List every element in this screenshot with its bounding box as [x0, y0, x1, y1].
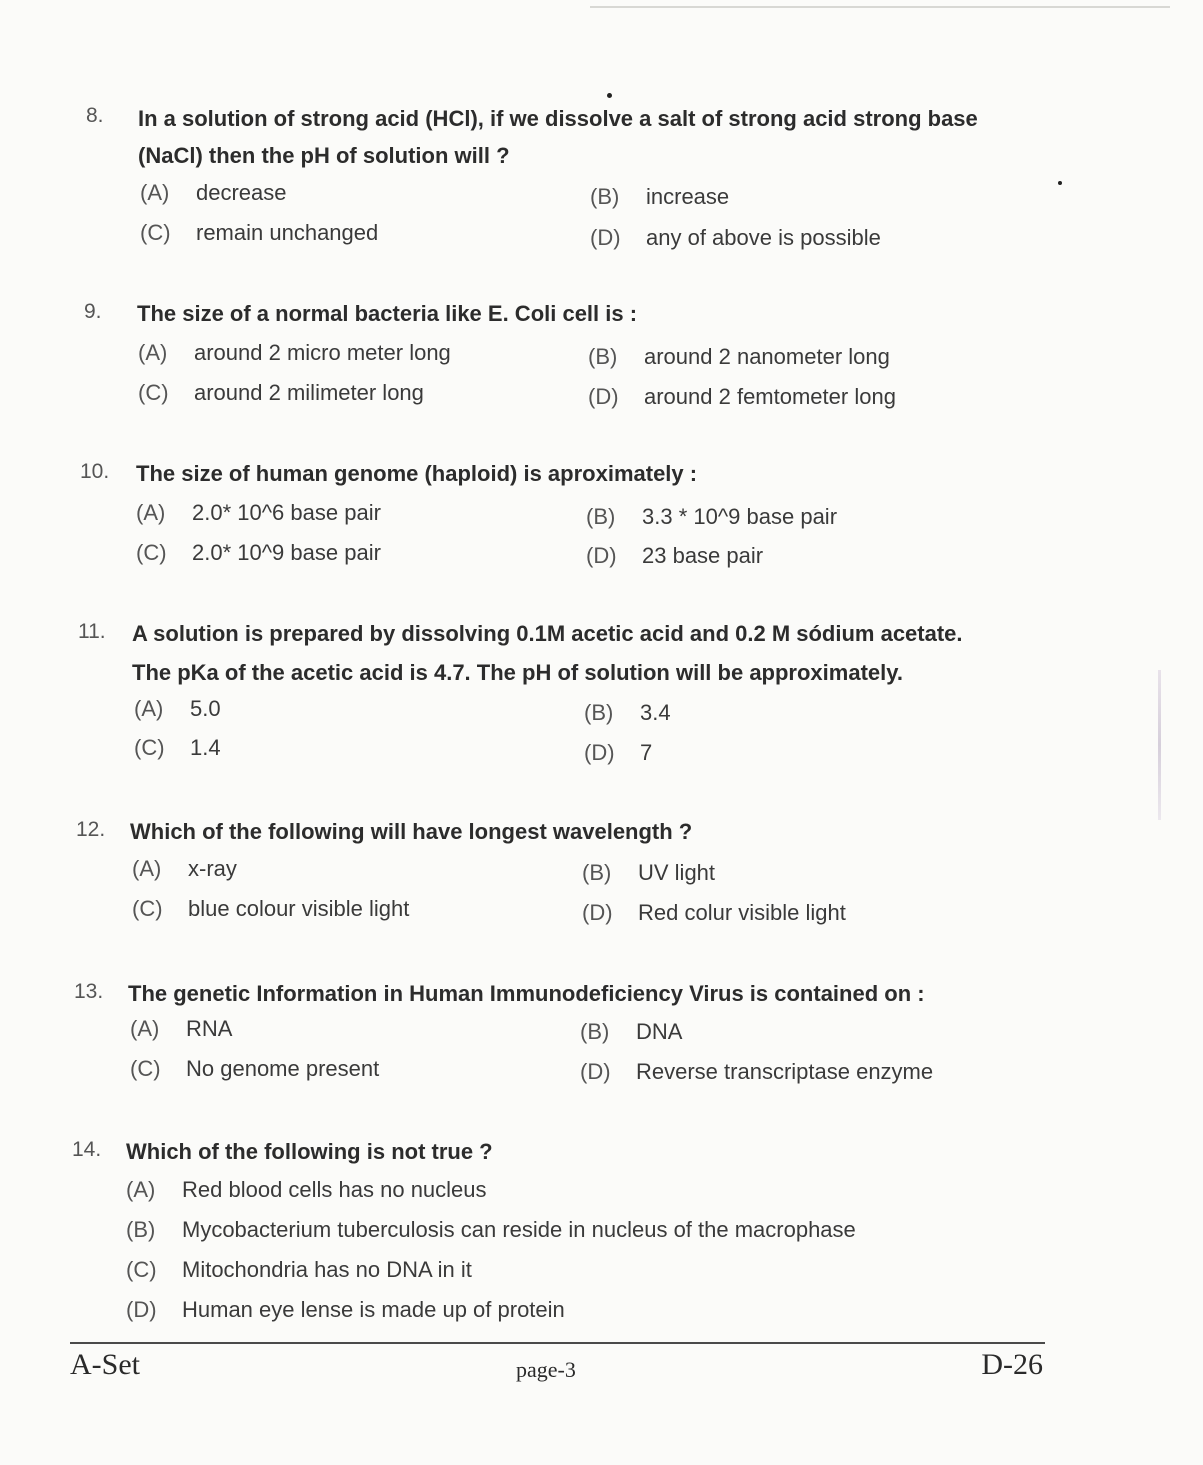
option-letter: (C): [140, 220, 171, 245]
print-speck: [1058, 181, 1062, 185]
option-text: RNA: [186, 1016, 233, 1041]
option-text: 7: [640, 740, 653, 765]
print-speck: [607, 93, 612, 98]
option-d: [586, 543, 763, 569]
question-number: 9.: [84, 300, 102, 323]
option-a: [134, 696, 221, 722]
option-text: No genome present: [186, 1056, 380, 1081]
page-number: page-3: [516, 1357, 576, 1382]
option-text: any of above is possible: [646, 225, 881, 250]
option-d: [580, 1059, 933, 1085]
option-letter: (D): [580, 1059, 611, 1084]
option-letter: (D): [126, 1297, 157, 1322]
set-label: A-Set: [70, 1348, 140, 1381]
option-text: decrease: [196, 180, 287, 205]
option-text: x-ray: [188, 856, 237, 881]
option-text: 5.0: [190, 696, 221, 721]
question-text: The genetic Information in Human Immunodeficiency Virus is contained on :: [128, 981, 925, 1006]
question-number: 12.: [76, 818, 106, 841]
option-letter: (A): [134, 696, 164, 721]
option-letter: (D): [590, 225, 621, 250]
option-c: [136, 540, 381, 566]
option-letter: (C): [134, 735, 165, 760]
option-text: Reverse transcriptase enzyme: [636, 1059, 934, 1084]
option-text: around 2 milimeter long: [194, 380, 424, 405]
option-text: 2.0* 10^9 base pair: [192, 540, 381, 565]
option-text: around 2 nanometer long: [644, 344, 890, 369]
option-letter: (B): [586, 504, 616, 529]
option-text: 3.3 * 10^9 base pair: [642, 504, 838, 529]
option-text: DNA: [636, 1019, 683, 1044]
question-number: 14.: [72, 1138, 102, 1161]
option-letter: (A): [138, 340, 168, 365]
option-b: [126, 1217, 856, 1243]
footer-rule: [70, 1342, 1045, 1344]
paper-code: D-26: [981, 1348, 1043, 1381]
top-rule: [590, 6, 1170, 8]
option-text: 23 base pair: [642, 543, 764, 568]
option-text: 1.4: [190, 735, 221, 760]
option-text: 3.4: [640, 700, 671, 725]
question-text: Which of the following is not true ?: [126, 1139, 493, 1164]
option-d: [126, 1297, 565, 1323]
option-letter: (D): [582, 900, 613, 925]
question-text: The size of a normal bacteria like E. Coli cell is :: [137, 301, 638, 326]
option-b: [582, 860, 715, 886]
question-number: 10.: [80, 460, 110, 483]
option-text: Mycobacterium tuberculosis can reside in nucleus of the macrophase: [182, 1217, 856, 1242]
question-text: Which of the following will have longest wavelength ?: [130, 819, 693, 844]
option-a: [126, 1177, 487, 1203]
option-letter: (C): [126, 1257, 157, 1282]
option-letter: (D): [584, 740, 615, 765]
option-letter: (B): [126, 1217, 156, 1242]
option-a: [136, 500, 381, 526]
option-letter: (C): [136, 540, 167, 565]
option-a: [132, 856, 237, 882]
option-a: [130, 1016, 232, 1042]
option-letter: (C): [138, 380, 169, 405]
question-text: (NaCl) then the pH of solution will ?: [138, 143, 510, 168]
option-c: [132, 896, 409, 922]
question-text: In a solution of strong acid (HCl), if we dissolve a salt of strong acid strong base: [138, 106, 978, 131]
question-text: The size of human genome (haploid) is aproximately :: [136, 461, 698, 486]
question-text: The pKa of the acetic acid is 4.7. The pH of solution will be approximately.: [132, 660, 903, 685]
option-letter: (B): [582, 860, 612, 885]
option-letter: (B): [580, 1019, 610, 1044]
option-text: remain unchanged: [196, 220, 379, 245]
option-d: [590, 225, 881, 251]
option-d: [588, 384, 896, 410]
option-letter: (D): [588, 384, 619, 409]
option-letter: (A): [130, 1016, 160, 1041]
option-c: [130, 1056, 379, 1082]
option-c: [140, 220, 378, 246]
option-text: blue colour visible light: [188, 896, 410, 921]
option-text: Red blood cells has no nucleus: [182, 1177, 487, 1202]
option-text: Human eye lense is made up of protein: [182, 1297, 565, 1322]
option-letter: (A): [126, 1177, 156, 1202]
question-number: 11.: [78, 620, 106, 643]
option-letter: (C): [130, 1056, 161, 1081]
option-text: Red colur visible light: [638, 900, 846, 925]
question-number: 13.: [74, 980, 104, 1003]
option-text: Mitochondria has no DNA in it: [182, 1257, 472, 1282]
option-letter: (B): [588, 344, 618, 369]
option-text: 2.0* 10^6 base pair: [192, 500, 381, 525]
option-a: [140, 180, 287, 206]
option-c: [126, 1257, 472, 1283]
option-b: [588, 344, 890, 370]
option-b: [580, 1019, 682, 1045]
option-a: [138, 340, 451, 366]
option-letter: (B): [590, 184, 620, 209]
option-d: [582, 900, 846, 926]
option-letter: (D): [586, 543, 617, 568]
option-letter: (B): [584, 700, 614, 725]
option-text: increase: [646, 184, 730, 209]
option-b: [586, 504, 837, 530]
option-letter: (A): [132, 856, 162, 881]
option-text: around 2 femtometer long: [644, 384, 896, 409]
option-letter: (A): [140, 180, 170, 205]
option-text: UV light: [638, 860, 716, 885]
question-number: 8.: [86, 104, 104, 127]
option-letter: (A): [136, 500, 166, 525]
option-c: [138, 380, 424, 406]
option-c: [134, 735, 221, 761]
option-b: [584, 700, 671, 726]
margin-mark: [1158, 670, 1161, 820]
option-d: [584, 740, 652, 766]
option-text: around 2 micro meter long: [194, 340, 451, 365]
option-b: [590, 184, 729, 210]
question-text: A solution is prepared by dissolving 0.1M acetic acid and 0.2 M sódium acetate.: [132, 621, 963, 646]
option-letter: (C): [132, 896, 163, 921]
